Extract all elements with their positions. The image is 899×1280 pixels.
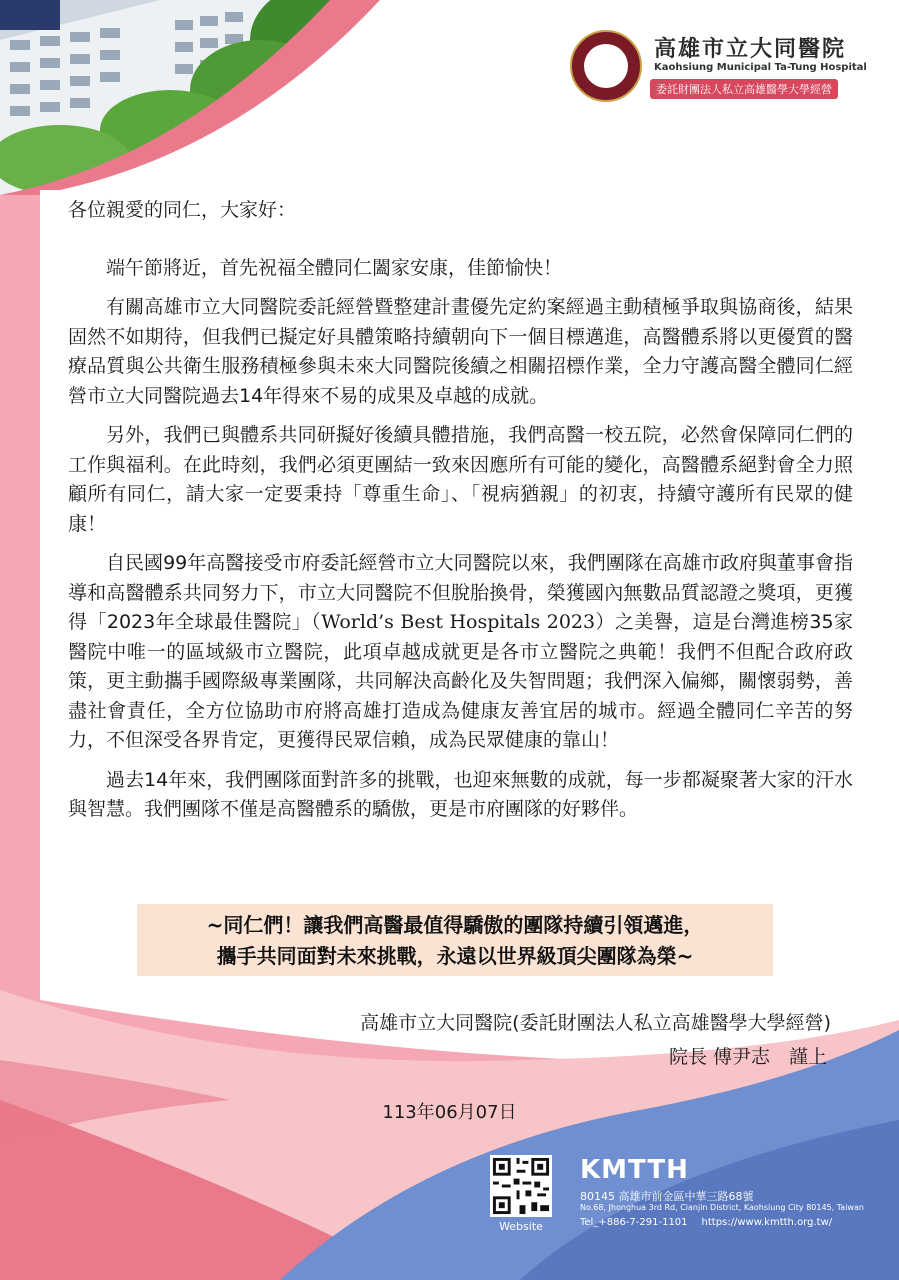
- footer-address-en: No.68, Jhonghua 3rd Rd, Cianjin District, Kaohsiung City 80145, Taiwan: [580, 1203, 864, 1212]
- paragraph-achievements: [68, 549, 853, 756]
- highlight-text: [137, 910, 773, 972]
- greeting: 各位親愛的同仁，大家好：: [68, 199, 297, 221]
- operator-badge: 委託財團法人私立高雄醫學大學經營: [650, 79, 838, 99]
- paragraph-challenges: 過去14年來，我們團隊面對許多的挑戰，也迎來無數的成就，每一步都凝聚著大家的汗水與智慧。我們團隊不僅是高醫體系的驕傲，更是市府團隊的好夥伴。: [68, 768, 853, 820]
- hospital-name-cn: 高雄市立大同醫院: [654, 36, 847, 62]
- hospital-logo-icon: [570, 30, 642, 102]
- footer-tel: Tel_+886-7-291-1101: [580, 1217, 688, 1228]
- footer-url-link[interactable]: https://www.kmtth.org.tw/: [701, 1217, 833, 1228]
- highlight-line-2: 攜手共同面對未來挑戰，永遠以世界級頂尖團隊為榮~: [216, 944, 694, 968]
- letter-body: [68, 196, 853, 835]
- award-name-en: World’s Best Hospitals 2023: [321, 611, 596, 633]
- paragraph-contract: 有關高雄市立大同醫院委託經營暨整建計畫優先定約案經過主動積極爭取與協商後，結果固然不如期待，但我們已擬定好具體策略持續朝向下一個目標邁進，高醫體系將以更優質的醫療品質與公共衛生服務積極參與未來大同醫院後續之相關招標作業，全力守護高醫全體同仁經營市立大同醫院過去14年得來不易的成果及卓越的成就。: [68, 296, 853, 407]
- highlight-box: [137, 904, 773, 976]
- qr-label: Website: [499, 1220, 543, 1233]
- paragraph-measures: 另外，我們已與體系共同研擬好後續具體措施，我們高醫一校五院，必然會保障同仁們的工作與福利。在此時刻，我們必須更團結一致來因應所有可能的變化，高醫體系絕對會全力照顧所有同仁，請大家一定要秉持「尊重生命」、「視病猶親」的初衷，持續守護所有民眾的健康！: [68, 424, 853, 535]
- signer-organization: 高雄市立大同醫院(委託財團法人私立高雄醫學大學經營): [360, 1012, 831, 1034]
- achievements-text-a: 自民國99年高醫接受市府委託經營市立大同醫院以來，我們團隊在高雄市政府與董事會指導和高醫體系共同努力下，市立大同醫院不但脫胎換骨，榮獲國內無數品質認證之獎項，更獲得「2023年全球最佳醫院」（: [68, 552, 853, 633]
- hospital-brand: [570, 30, 890, 110]
- footer-contact: [580, 1217, 832, 1228]
- paragraph-holiday: 端午節將近，首先祝福全體同仁闔家安康，佳節愉快！: [106, 256, 563, 279]
- highlight-line-1: ~同仁們！讓我們高醫最值得驕傲的團隊持續引領邁進，: [206, 913, 704, 937]
- footer-address-cn: 80145 高雄市前金區中華三路68號: [580, 1190, 754, 1203]
- hospital-name-en: Kaohsiung Municipal Ta-Tung Hospital: [654, 62, 867, 73]
- footer-brand: KMTTH: [580, 1155, 689, 1185]
- achievements-text-b: ）之美譽，這是台灣進榜35家醫院中唯一的區域級市立醫院，此項卓越成就更是各市立醫院之典範！我們不但配合政府政策，更主動攜手國際級專業團隊，共同解決高齡化及失智問題；我們深入偏鄉，關懷弱勢，善盡社會責任，全方位協助市府將高雄打造成為健康友善宜居的城市。經過全體同仁辛苦的努力，不但深受各界肯定，更獲得民眾信賴，成為民眾健康的靠山！: [68, 611, 853, 751]
- letter-date: 113年06月07日: [382, 1102, 517, 1123]
- qr-code-icon[interactable]: [490, 1155, 552, 1217]
- signer-name: 院長 傅尹志 謹上: [668, 1046, 827, 1068]
